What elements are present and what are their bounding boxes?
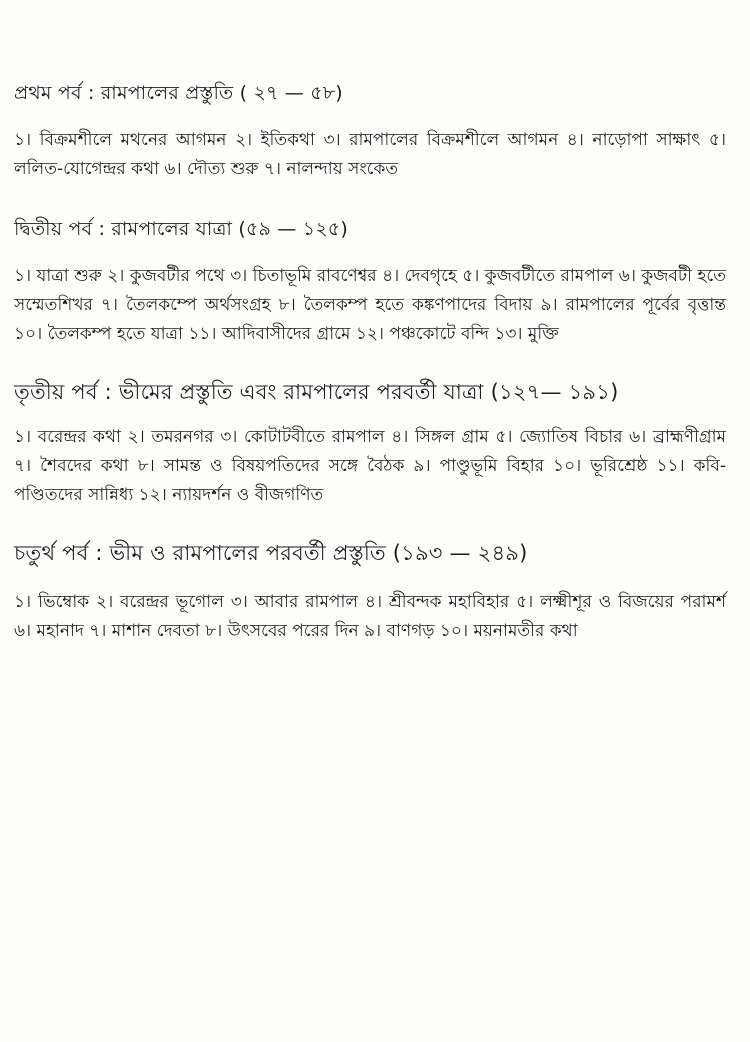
part-three-section: [14, 375, 726, 510]
part-two-chapter-list: ১। যাত্রা শুরু ২। কুজবটীর পথে ৩। চিতাভূমি রাবণেশ্বর ৪। দেবগৃহে ৫। কুজবটীতে রামপাল ৬। কুজবটী হতে সম্মেতশিখর ৭। তৈলকম্পে অর্থসংগ্রহ ৮। তৈলকম্প হতে কঙ্কণপাদের বিদায় ৯। রামপালের পূর্বের বৃত্তান্ত ১০। তৈলকম্প হতে যাত্রা ১১। আদিবাসীদের গ্রামে ১২। পঞ্চকোটে বন্দি ১৩। মুক্তি: [14, 266, 726, 344]
part-two-heading: দ্বিতীয় পর্ব : রামপালের যাত্রা (৫৯ — ১২৫): [14, 218, 348, 240]
part-four-chapter-list: ১। ভিম্বোক ২। বরেন্দ্রর ভূগোল ৩। আবার রামপাল ৪। শ্রীবন্দক মহাবিহার ৫। লক্ষ্মীশূর ও বিজয়ের পরামর্শ ৬। মহানাদ ৭। মাশান দেবতা ৮। উৎসবের পরের দিন ৯। বাণগড় ১০। ময়নামতীর কথা: [14, 592, 726, 641]
part-two-section: [14, 214, 726, 349]
part-three-chapter-list: ১। বরেন্দ্রর কথা ২। তমরনগর ৩। কোটাটবীতে রামপাল ৪। সিঙ্গল গ্রাম ৫। জ্যোতিষ বিচার ৬। ব্রাহ্মণীগ্রাম ৭। শৈবদের কথা ৮। সামন্ত ও বিষয়পতিদের সঙ্গে বৈঠক ৯। পাণ্ডুভূমি বিহার ১০। ভূরিশ্রেষ্ঠ ১১। কবি-পণ্ডিতদের সান্নিধ্য ১২। ন্যায়দর্শন ও বীজগণিত: [14, 427, 726, 505]
part-four-section: [14, 536, 726, 646]
part-one-heading: প্রথম পর্ব : রামপালের প্রস্তুতি ( ২৭ — ৫৮): [14, 82, 343, 104]
part-four-heading: চতুর্থ পর্ব : ভীম ও রামপালের পরবর্তী প্রস্তুতি (১৯৩ — ২৪৯): [14, 541, 528, 565]
part-three-heading: তৃতীয় পর্ব : ভীমের প্রস্তুতি এবং রামপালের পরবর্তী যাত্রা (১২৭— ১৯১): [14, 380, 619, 404]
part-one-section: [14, 78, 726, 184]
part-one-chapter-list: ১। বিক্রমশীলে মথনের আগমন ২। ইতিকথা ৩। রামপালের বিক্রমশীলে আগমন ৪। নাড়োপা সাক্ষাৎ ৫। ললিত-যোগেন্দ্রর কথা ৬। দৌত্য শুরু ৭। নালন্দায় সংকেত: [14, 130, 726, 179]
